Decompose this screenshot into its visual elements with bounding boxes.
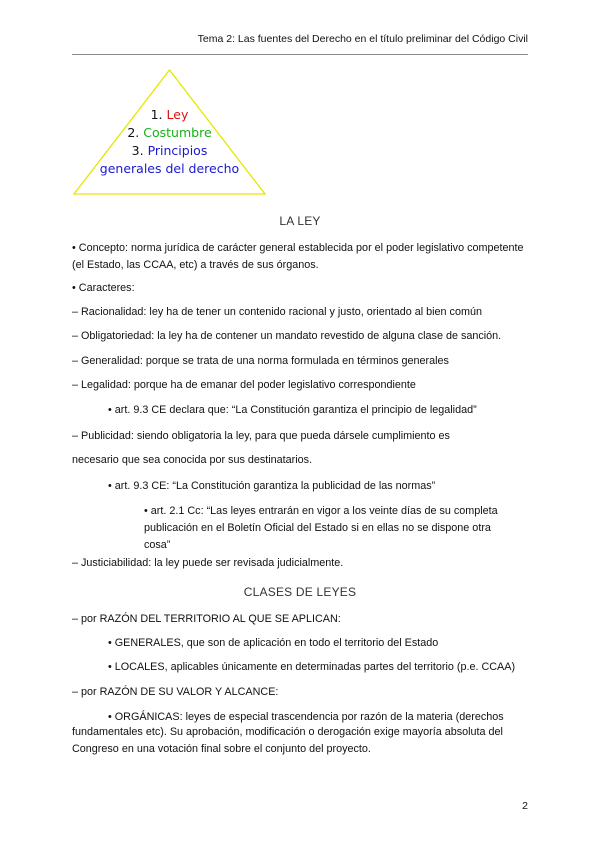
organicas-bullet-cont: fundamentales etc). Su aprobación, modificación o derogación exige mayoría absoluta del Congreso en una votación final sobre el conjunto del proyecto. — [72, 726, 503, 755]
art-21-cc-bullet: • art. 2.1 Cc: “Las leyes entrarán en vigor a los veinte días de su completa publicación en el Boletín Oficial del Estado si en ellas no se dispone otra cosa” — [144, 505, 498, 551]
triangle-item-principios-cont: generales del derecho — [99, 161, 240, 176]
page-header-title: Tema 2: Las fuentes del Derecho en el título preliminar del Código Civil — [197, 33, 528, 45]
locales-bullet: • LOCALES, aplicables únicamente en determinadas partes del territorio (p.e. CCAA) — [108, 661, 516, 673]
justiciabilidad-item: – Justiciabilidad: la ley puede ser revisada judicialmente. — [72, 557, 344, 569]
organicas-bullet-line1: • ORGÁNICAS: leyes de especial trascendencia por razón de la materia (derechos — [108, 711, 504, 723]
caracteres-label: • Caracteres: — [72, 282, 135, 294]
header-divider — [72, 54, 528, 55]
triangle-item-principios: 3. Principios — [131, 143, 208, 158]
page-number: 2 — [522, 800, 528, 812]
art-93-legalidad-bullet: • art. 9.3 CE declara que: “La Constitución garantiza el principio de legalidad” — [108, 404, 477, 416]
publicidad-item-line1: – Publicidad: siendo obligatoria la ley, para que pueda dársele cumplimiento es — [72, 430, 450, 442]
triangle-item-costumbre: 2. Costumbre — [127, 125, 212, 140]
section-heading-clases-de-leyes: CLASES DE LEYES — [243, 585, 357, 599]
razon-valor-item: – por RAZÓN DE SU VALOR Y ALCANCE: — [72, 686, 279, 698]
sources-triangle-diagram — [72, 68, 267, 196]
obligatoriedad-item: – Obligatoriedad: la ley ha de contener un mandato revestido de alguna clase de sanción. — [72, 330, 502, 342]
publicidad-item-line2: necesario que sea conocida por sus destinatarios. — [72, 454, 313, 466]
racionalidad-item: – Racionalidad: ley ha de tener un contenido racional y justo, orientado al bien común — [72, 306, 482, 318]
generalidad-item: – Generalidad: porque se trata de una norma formulada en términos generales — [72, 355, 449, 367]
concepto-paragraph: • Concepto: norma jurídica de carácter general establecida por el poder legislativo competente (el Estado, las CCAA, etc) a través de sus órganos. — [72, 242, 524, 271]
triangle-item-ley: 1. Ley — [150, 107, 189, 122]
art-93-publicidad-bullet: • art. 9.3 CE: “La Constitución garantiza la publicidad de las normas” — [108, 480, 436, 492]
legalidad-item: – Legalidad: porque ha de emanar del poder legislativo correspondiente — [72, 379, 416, 391]
section-heading-la-ley: LA LEY — [279, 214, 321, 228]
razon-territorio-item: – por RAZÓN DEL TERRITORIO AL QUE SE APLICAN: — [72, 613, 341, 625]
generales-bullet: • GENERALES, que son de aplicación en todo el territorio del Estado — [108, 637, 439, 649]
